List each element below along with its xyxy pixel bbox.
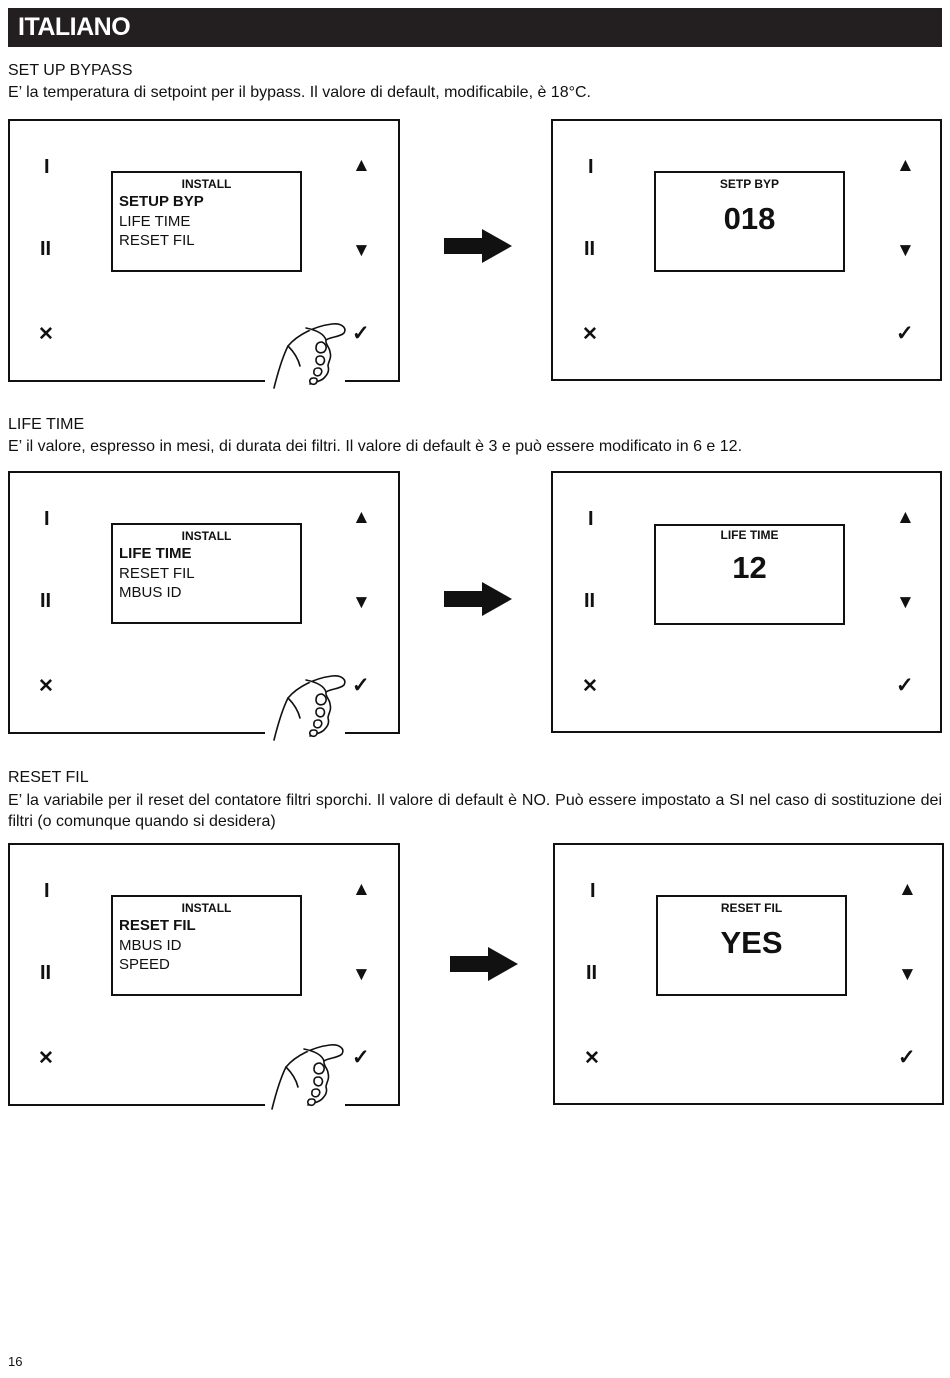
lcd-header: INSTALL <box>181 901 232 915</box>
lcd-menu-display <box>111 523 302 624</box>
speed-2-button[interactable]: II <box>40 590 52 612</box>
up-button[interactable]: ▲ <box>896 155 915 176</box>
cancel-button[interactable]: ✕ <box>582 324 598 345</box>
speed-2-button[interactable]: II <box>584 590 596 612</box>
lcd-value-display <box>654 524 845 625</box>
lcd-menu-item: MBUS ID <box>119 937 182 954</box>
lcd-menu-item: MBUS ID <box>119 584 182 601</box>
up-button[interactable]: ▲ <box>898 879 917 900</box>
down-button[interactable]: ▼ <box>352 592 371 613</box>
lcd-header: INSTALL <box>181 529 232 543</box>
pointing-hand-icon <box>268 674 350 742</box>
page-number: 16 <box>8 1354 23 1369</box>
speed-2-button[interactable]: II <box>586 962 598 984</box>
lcd-menu-item: RESET FIL <box>119 565 195 582</box>
confirm-button[interactable]: ✓ <box>352 674 370 697</box>
speed-2-button[interactable]: II <box>584 238 596 260</box>
confirm-button[interactable]: ✓ <box>898 1046 916 1069</box>
cancel-button[interactable]: ✕ <box>38 676 54 697</box>
control-panel-right-3 <box>553 843 944 1105</box>
down-button[interactable]: ▼ <box>896 592 915 613</box>
speed-1-button[interactable]: I <box>588 156 594 178</box>
lcd-menu-item-selected: SETUP BYP <box>119 193 204 210</box>
down-button[interactable]: ▼ <box>352 964 371 985</box>
lcd-header: SETP BYP <box>719 177 780 191</box>
lcd-menu-display <box>111 895 302 996</box>
lcd-menu-item: RESET FIL <box>119 232 195 249</box>
section-body-life-time: E’ il valore, espresso in mesi, di durata dei filtri. Il valore di default è 3 e può essere modificato in 6 e 12. <box>8 438 743 455</box>
right-arrow-icon <box>448 946 520 982</box>
section-title-reset-fil: RESET FIL <box>8 769 89 786</box>
language-header-bar <box>8 8 942 47</box>
lcd-menu-item: SPEED <box>119 956 170 973</box>
lcd-menu-item-selected: RESET FIL <box>119 917 196 934</box>
speed-1-button[interactable]: I <box>590 880 596 902</box>
confirm-button[interactable]: ✓ <box>896 674 914 697</box>
pointing-hand-icon <box>268 322 350 390</box>
confirm-button[interactable]: ✓ <box>352 322 370 345</box>
right-arrow-icon <box>442 581 514 617</box>
lcd-value-display <box>654 171 845 272</box>
up-button[interactable]: ▲ <box>352 155 371 176</box>
lcd-value: 018 <box>723 201 776 236</box>
lcd-header: RESET FIL <box>720 901 783 915</box>
right-arrow-icon <box>442 228 514 264</box>
speed-2-button[interactable]: II <box>40 962 52 984</box>
down-button[interactable]: ▼ <box>896 240 915 261</box>
cancel-button[interactable]: ✕ <box>584 1048 600 1069</box>
cancel-button[interactable]: ✕ <box>38 1048 54 1069</box>
language-title: ITALIANO <box>18 13 131 41</box>
lcd-value-display <box>656 895 847 996</box>
down-button[interactable]: ▼ <box>898 964 917 985</box>
lcd-header: LIFE TIME <box>720 528 779 542</box>
up-button[interactable]: ▲ <box>352 879 371 900</box>
speed-2-button[interactable]: II <box>40 238 52 260</box>
lcd-value: 12 <box>732 550 767 585</box>
section-title-setup-bypass: SET UP BYPASS <box>8 62 133 79</box>
speed-1-button[interactable]: I <box>44 508 50 530</box>
lcd-menu-item: LIFE TIME <box>119 213 191 230</box>
control-panel-right-1 <box>551 119 942 381</box>
speed-1-button[interactable]: I <box>588 508 594 530</box>
section-body-setup-bypass: E’ la temperatura di setpoint per il bypass. Il valore di default, modificabile, è 18°C. <box>8 84 591 101</box>
lcd-value: YES <box>720 925 783 960</box>
lcd-header: INSTALL <box>181 177 232 191</box>
cancel-button[interactable]: ✕ <box>38 324 54 345</box>
speed-1-button[interactable]: I <box>44 156 50 178</box>
speed-1-button[interactable]: I <box>44 880 50 902</box>
confirm-button[interactable]: ✓ <box>352 1046 370 1069</box>
section-title-life-time: LIFE TIME <box>8 416 85 433</box>
down-button[interactable]: ▼ <box>352 240 371 261</box>
section-body-reset-fil: E’ la variabile per il reset del contatore filtri sporchi. Il valore di default è NO. Può essere impostato a SI nel caso di sostituzione dei filtri (o comunque quando si desidera) <box>8 792 942 830</box>
up-button[interactable]: ▲ <box>352 507 371 528</box>
pointing-hand-icon <box>266 1043 348 1111</box>
up-button[interactable]: ▲ <box>896 507 915 528</box>
lcd-menu-display <box>111 171 302 272</box>
control-panel-right-2 <box>551 471 942 733</box>
lcd-menu-item-selected: LIFE TIME <box>119 545 192 562</box>
cancel-button[interactable]: ✕ <box>582 676 598 697</box>
confirm-button[interactable]: ✓ <box>896 322 914 345</box>
